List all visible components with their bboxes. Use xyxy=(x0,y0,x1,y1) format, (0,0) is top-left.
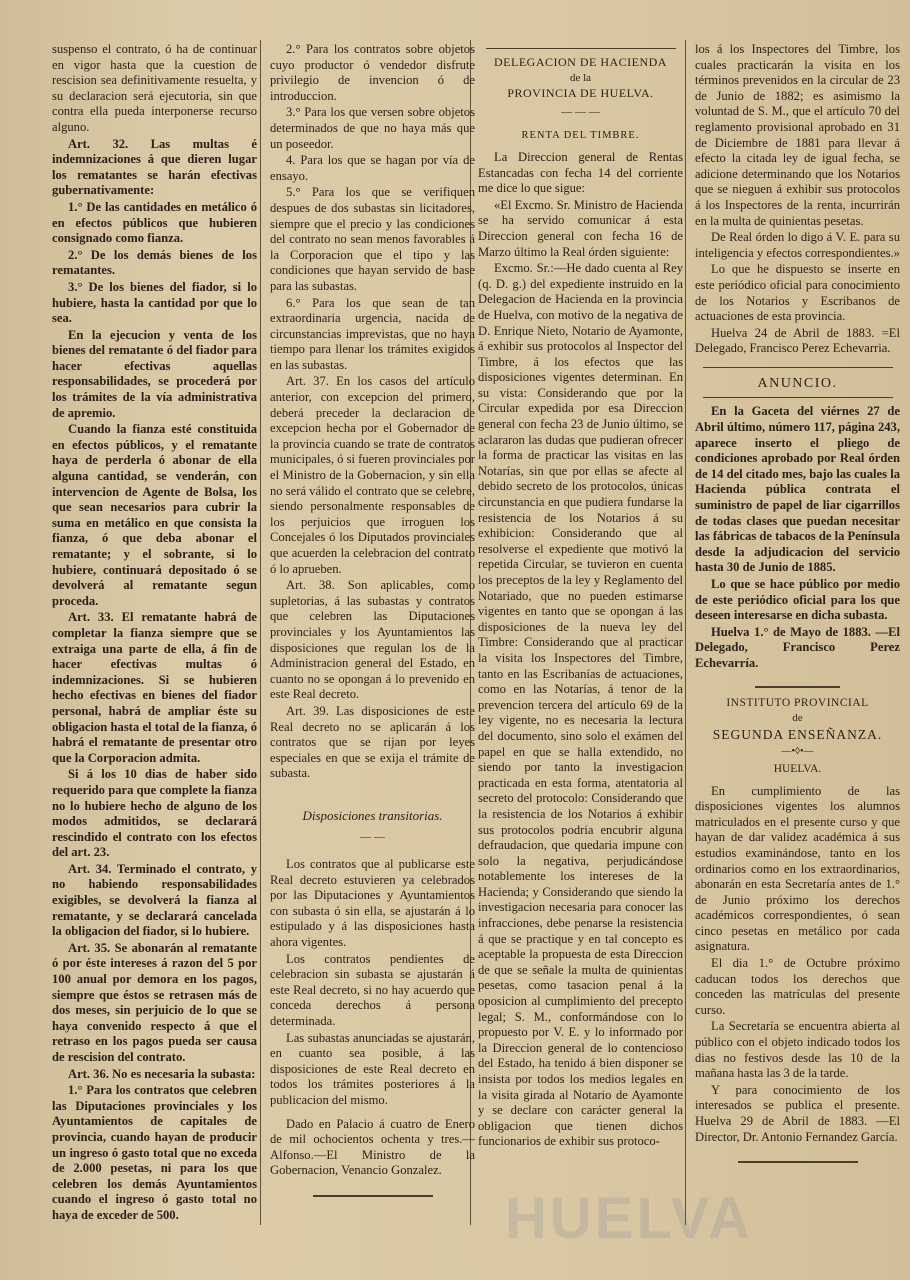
paragraph: Y para conocimiento de los interesados se publica el presente. Huelva 29 de Abril de 1883. —El Director, Dr. Antonio Fernandez García. xyxy=(695,1082,900,1144)
paragraph: Art. 37. En los casos del artículo anterior, con excepcion del primero, deberá preceder la declaracion de excepcion hecha por el Gobernador de la provincia cuando se trate de contratos municipales, ó si fueren provinciales por el Ministro de la Gobernacion, y sin ella no será válido el contrato que se celebre, siendo personalmente responsables de los perjuicios que irroguen los Concejales ó los Diputados provinciales que acuerden la celebracion del contrato ó lo aprueben. xyxy=(270,374,475,576)
paragraph: Art. 33. El rematante habrá de completar la fianza siempre que se extraiga una parte de ella, á fin de hacer efectivas multas ó indemnizaciones. Si se hubieren hecho efectivas en bienes del fiador personal, habrá de ampliar éste su obligacion hasta el total de la fianza, ó habrá el rematante de presentar otro que la Corporacion admita. xyxy=(52,610,257,765)
section-title-connector: de la xyxy=(569,71,592,84)
paragraph: En la ejecucion y venta de los bienes del rematante ó del fiador para hacer efectivas aquellas responsabilidades, se procederá por los trámites de la vía administrativa de apremio. xyxy=(52,327,257,420)
column-rule xyxy=(260,40,261,1225)
paragraph: Art. 34. Terminado el contrato, y no habiendo responsabilidades exigibles, se devolverá la fianza al rematante, y se declarará cancelada la obligacion del fiador, si lo hubiere. xyxy=(52,861,257,939)
section-title: DELEGACION DE HACIENDA xyxy=(494,55,667,69)
paragraph: Art. 39. Las disposiciones de este Real decreto no se aplicarán á los contratos que se rijan por leyes especiales en que se exija el trámite de subasta. xyxy=(270,703,475,781)
paragraph: Los contratos pendientes de celebracion sin subasta se ajustarán á este Real decreto, si no hay acuerdo que conceda derechos á persona determinada. xyxy=(270,951,475,1029)
ornament: —•◊•— xyxy=(781,746,814,758)
section-title-province: PROVINCIA DE HUELVA. xyxy=(507,86,654,101)
paragraph: 2.° De los demás bienes de los rematantes. xyxy=(52,247,257,278)
paragraph: Lo que he dispuesto se inserte en este periódico oficial para conocimiento de los Notarios y Escribanos de actuaciones de esta provincia. xyxy=(695,262,900,324)
separator-rule xyxy=(313,1195,433,1197)
separator-rule xyxy=(755,686,840,688)
paragraph: 1.° De las cantidades en metálico ó en efectos públicos que hubieren consignado como fianza. xyxy=(52,199,257,246)
paragraph: 3.° De los bienes del fiador, si lo hubiere, hasta la cantidad por que lo sea. xyxy=(52,279,257,326)
paragraph: 1.° Para los contratos que celebren las Diputaciones provinciales y los Ayuntamientos de capitales de provincia, cuando hayan de producir un ingreso ó gasto total que no exceda de 2.000 pesetas, ni para los que celebren los demás Ayuntamientos cuando el ingreso ó gasto total no haya de exceder de 500. xyxy=(52,1083,257,1222)
separator-rule xyxy=(738,1161,858,1163)
library-watermark: HUELVA xyxy=(505,1186,753,1251)
column-4 xyxy=(695,42,900,1163)
paragraph: Excmo. Sr.:—He dado cuenta al Rey (q. D. g.) del expediente instruido en la Delegacion de Hacienda en la provincia de Huelva, con motivo de la negativa de D. Enrique Nieto, Notario de Ayamonte, á exhibir sus protocolos al Inspector del Timbre, á los efectos que las disposiciones vigentes determinan. En su vista: Considerando que por la Circular expedida por esa Direccion general con fecha 23 de Junio último, se aclararon las dudas que pudieran ofrecer la forma de practicar las visitas en las Notarías, sin que por ellas se afecte al debido secreto de los protocolos, únicas circunstancia en que pudiera fundarse la resistencia de los Notarios á su exhibicion: Considerando que al resolverse el expediente que motivó la repetida Circular, se tuvieron en cuenta los preceptos de la ley y Reglamento del Notariado, que no pueden estimarse vigentes en tanto que se opongan á las disposiciones de la nueva ley del Timbre: Considerando que al practicar la visita los Inspectores del Timbre, tanto en las Escribanías de actuaciones, como en las Notarías, á tenor de la prevencion tercera del artículo 69 de la ley vigente, no es necesaria la lectura del documento, sino solo el exámen del papel en que se halla extendido, no siendo por tanto la investigacion practicada en esta forma, atentatoria al secreto del protocolo: Considerando que la resistencia de los Notarios á exhibir sus protocolos podria encubrir alguna defraudacion, que quedaria impune con solo la negativa, perjudicándose notablemente los intereses de la Hacienda; y Considerando que siendo la investigacion necesaria para conocer las infracciones, debe penarse la resistencia á que se practique y en tal concepto es aceptable la propuesta de esta Direccion de que se señale la multa de quinientas pesetas, como tasacion penal á la oposicion al cumplimiento del precepto legal; S. M., conformándose con lo propuesto por V. E. y lo informado por la Direccion general de lo contencioso del Estado, ha tenido á bien disponer se insista por todos los medios legales en la visita girada al Notario de Ayamonte y se declare con carácter general la obligacion que tienen dichos funcionarios de exhibir sus protoco- xyxy=(478,261,683,1149)
institute-title-connector: de xyxy=(792,712,803,725)
separator-rule xyxy=(703,397,893,398)
paragraph: Cuando la fianza esté constituida en efectos públicos, y el rematante haya de perderla ó abonar de ella alguna cantidad, se venderán, con intervencion de Agente de Bolsa, los que sean necesarios para cubrir la suma en metálico en que consista la fianza, ó que deba abonar el rematante; y el sobrante, si lo hubiere, continuará depositado ó se devolverá al rematante segun proceda. xyxy=(52,422,257,608)
heading-dash: — — xyxy=(360,830,385,843)
paragraph: En la Gaceta del viérnes 27 de Abril último, número 117, página 243, aparece inserto el pliego de condiciones aprobado por Real órden de 14 del citado mes, bajo las cuales la Hacienda pública contrata el suministro de papel de liar cigarrillos de todas clases que puedan necesitar las fábricas de tabacos de la Península desde la adjudicacion del servicio hasta 30 de Junio de 1885. xyxy=(695,404,901,575)
paragraph: En cumplimiento de las disposiciones vigentes los alumnos matriculados en el presente curso y que hayan de dar validez académica á sus estudios examinándose, tanto en los ordinarios como en los extraordinarios, abonarán en esta Secretaría antes de 1.° de Junio próximo los derechos académicos correspondientes, ó sean cinco pesetas en metálico por cada asignatura. xyxy=(695,783,900,954)
header-rule xyxy=(486,48,676,49)
paragraph: La Direccion general de Rentas Estancadas con fecha 14 del corriente me dice lo que sigue: xyxy=(478,149,683,196)
paragraph: 6.° Para los que sean de tan extraordinaria urgencia, nacida de circunstancias imprevistas, que no haya tiempo para llenar los trámites exigidos en las subastas. xyxy=(270,295,475,372)
anuncio-body xyxy=(695,404,900,671)
paragraph: La Secretaría se encuentra abierta al público con el objeto indicado todos los dias no festivos desde las 10 de la mañana hasta las 3 de la tarde. xyxy=(695,1019,900,1081)
paragraph: Art. 32. Las multas é indemnizaciones á que dieren lugar los rematantes se harán efectivas gubernativamente: xyxy=(52,136,257,198)
signature-paragraph: Dado en Palacio á cuatro de Enero de mil ochocientos ochenta y tres.—Alfonso.—El Ministro de la Gobernacion, Venancio Gonzalez. xyxy=(270,1116,475,1178)
paragraph: Las subastas anunciadas se ajustarán, en cuanto sea posible, á las disposiciones de este Real decreto en todos los trámites posteriores á la publicacion del mismo. xyxy=(270,1030,475,1107)
paragraph: De Real órden lo digo á V. E. para su inteligencia y efectos correspondientes.» xyxy=(695,230,900,260)
paragraph: Huelva 24 de Abril de 1883. =El Delegado, Francisco Perez Echevarria. xyxy=(695,325,900,356)
paragraph: Si á los 10 dias de haber sido requerido para que complete la fianza no lo hubiere hecho de alguno de los modos admitidos, se declarará rescindido el contrato con los efectos del art. 23. xyxy=(52,767,257,860)
institute-title: INSTITUTO PROVINCIAL xyxy=(726,696,869,709)
paragraph: 4. Para los que se hagan por vía de ensayo. xyxy=(270,153,475,183)
paragraph: suspenso el contrato, ó ha de continuar en vigor hasta que la cuestion de rescision sea definitivamente resuelta, y su declaracion será ejecutoria, sin que contra ella pueda interponerse recurso alguno. xyxy=(52,42,257,134)
paragraph: 2.° Para los contratos sobre objetos cuyo productor ó vendedor disfrute privilegio de invencion ó de introduccion. xyxy=(270,42,475,103)
section-heading: Disposiciones transitorias. xyxy=(302,807,443,823)
paragraph: los á los Inspectores del Timbre, los cuales practicarán la visita en los términos prevenidos en la circular de 23 de Junio de 1882; es asimismo la voluntad de S. M., que el artículo 70 del reglamento provisional aprobado en 31 de Diciembre de 1881 para llevar á efecto la citada ley de igual fecha, se adicione determinando que los Notarios que se nieguen á exhibir sus protocolos á los Inspectores de la renta, incurrirán en la multa de quinientas pesetas. xyxy=(695,42,900,228)
paragraph: Huelva 1.° de Mayo de 1883. —El Delegado, Francisco Perez Echevarría. xyxy=(695,624,900,670)
anuncio-title: ANUNCIO. xyxy=(757,375,838,391)
institute-title-level: SEGUNDA ENSEÑANZA. xyxy=(712,726,883,742)
column-3 xyxy=(478,42,683,1151)
separator-rule xyxy=(703,367,893,368)
title-dash: — — — xyxy=(561,105,600,118)
paragraph: Art. 35. Se abonarán al rematante ó por éste intereses á razon del 5 por 100 anual por demora en los pagos, siempre que éstos se retrasen más de dos meses, sin perjuicio de lo que se haya convenido respecto á que el retraso en los pagos pueda ser causa de rescision del contrato. xyxy=(52,940,257,1064)
section-subtitle: RENTA DEL TIMBRE. xyxy=(521,130,640,142)
paragraph: 5.° Para los que se verifiquen despues de dos subastas sin licitadores, siempre que el precio y las condiciones del contrato no sean menos favorables á la Corporacion que el tipo y las condiciones que hayan servido de base para las subastas. xyxy=(270,185,475,293)
column-2 xyxy=(270,42,475,1197)
column-rule xyxy=(685,40,686,1225)
paragraph: 3.° Para los que versen sobre objetos determinados de que no haya más que un poseedor. xyxy=(270,105,475,151)
paragraph: Lo que se hace público por medio de este periódico oficial para los que deseen interesarse en dicha subasta. xyxy=(695,577,900,623)
paragraph: El dia 1.° de Octubre próximo caducan todos los derechos que conceden las matrículas del presente curso. xyxy=(695,956,900,1017)
paragraph: Los contratos que al publicarse este Real decreto estuvieren ya celebrados por las Diputaciones y Ayuntamientos con subasta ó sin ella, se ajustarán á lo estipulado y á las disposiciones hasta ahora vigentes. xyxy=(270,857,475,950)
column-1 xyxy=(52,42,257,1225)
paragraph: Art. 36. No es necesaria la subasta: xyxy=(68,1066,256,1081)
paragraph: Art. 38. Son aplicables, como supletorias, á las subastas y contratos que celebren las Diputaciones provinciales y los Ayuntamientos las disposiciones que regulan los de la Administracion general del Estado, en cuanto no se opongan á lo prevenido en este Real decreto. xyxy=(270,578,475,702)
paragraph: «El Excmo. Sr. Ministro de Hacienda se ha servido comunicar á esta Direccion general con fecha 16 de Marzo último la Real órden siguiente: xyxy=(478,197,683,259)
institute-city: HUELVA. xyxy=(773,762,822,775)
